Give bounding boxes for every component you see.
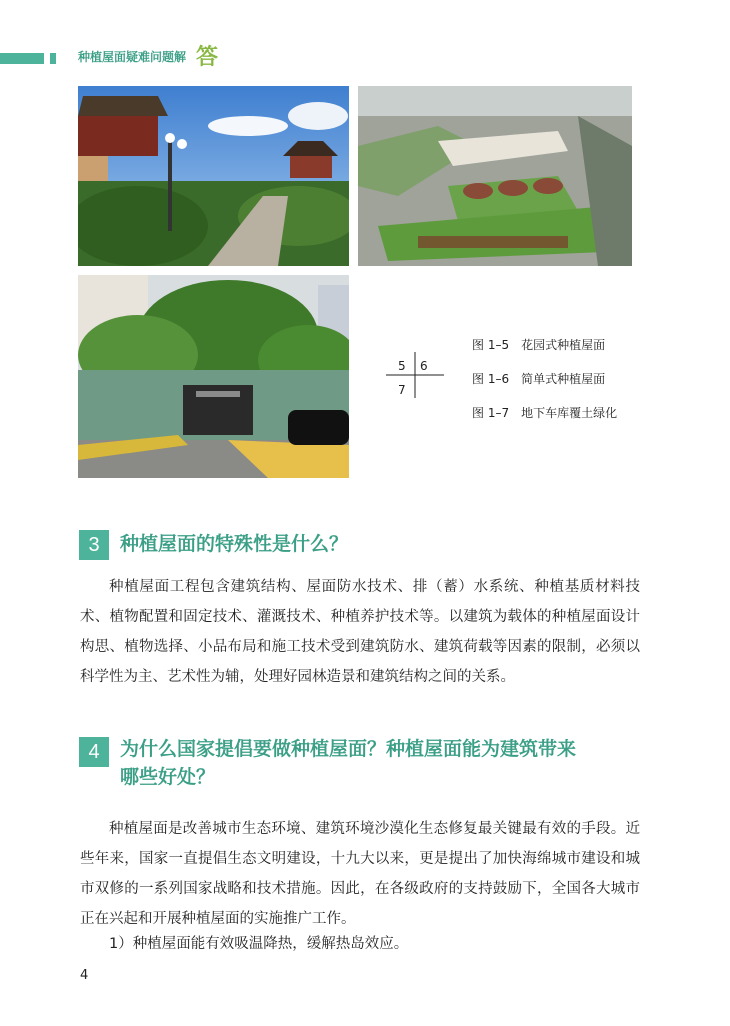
question-number-badge: 4	[79, 737, 109, 767]
figure-grid-number-6: 6	[420, 359, 428, 373]
running-header-logo-char: 答	[196, 44, 219, 70]
question-title-line2: 哪些好处？	[120, 766, 216, 788]
running-header-title: 种植屋面疑难问题解	[78, 50, 187, 64]
caption-fig-1-7: 图 1–7 地下车库覆土绿化	[472, 406, 618, 420]
photo-garden-roof	[78, 86, 349, 266]
question-title: 种植屋面的特殊性是什么？	[120, 533, 349, 555]
caption-fig-1-6: 图 1–6 简单式种植屋面	[472, 372, 606, 386]
page-number: 4	[80, 968, 89, 983]
question-number-badge: 3	[79, 530, 109, 560]
caption-fig-1-5: 图 1–5 花园式种植屋面	[472, 338, 606, 352]
photo-garage-greening	[78, 275, 349, 478]
header-accent-bar	[0, 53, 44, 64]
header-accent-mark	[50, 53, 56, 64]
photo-simple-roof	[358, 86, 632, 266]
figure-grid-lines	[386, 352, 444, 398]
section4-body-text: 种植屋面是改善城市生态环境、建筑环境沙漠化生态修复最关键最有效的手段。近些年来，国家一直提倡生态文明建设，十九大以来，更是提出了加快海绵城市建设和城市双修的一系列国家战略和技术措施。因此，在各级政府的支持鼓励下，全国各大城市正在兴起和开展种植屋面的实施推广工作。	[80, 821, 640, 927]
section4-list-item-1: 1）种植屋面能有效吸温降热，缓解热岛效应。	[109, 936, 409, 952]
question-title-line1: 为什么国家提倡要做种植屋面？种植屋面能为建筑带来	[120, 738, 577, 760]
section3-body-text: 种植屋面工程包含建筑结构、屋面防水技术、排（蓄）水系统、种植基质材料技术、植物配置和固定技术、灌溉技术、种植养护技术等。以建筑为载体的种植屋面设计构思、植物选择、小品布局和施工技术受到建筑防水、建筑荷载等因素的限制，必须以科学性为主、艺术性为辅，处理好园林造景和建筑结构之间的关系。	[80, 579, 640, 685]
figure-grid-number-5: 5	[398, 359, 406, 373]
figure-grid-number-7: 7	[398, 383, 406, 397]
